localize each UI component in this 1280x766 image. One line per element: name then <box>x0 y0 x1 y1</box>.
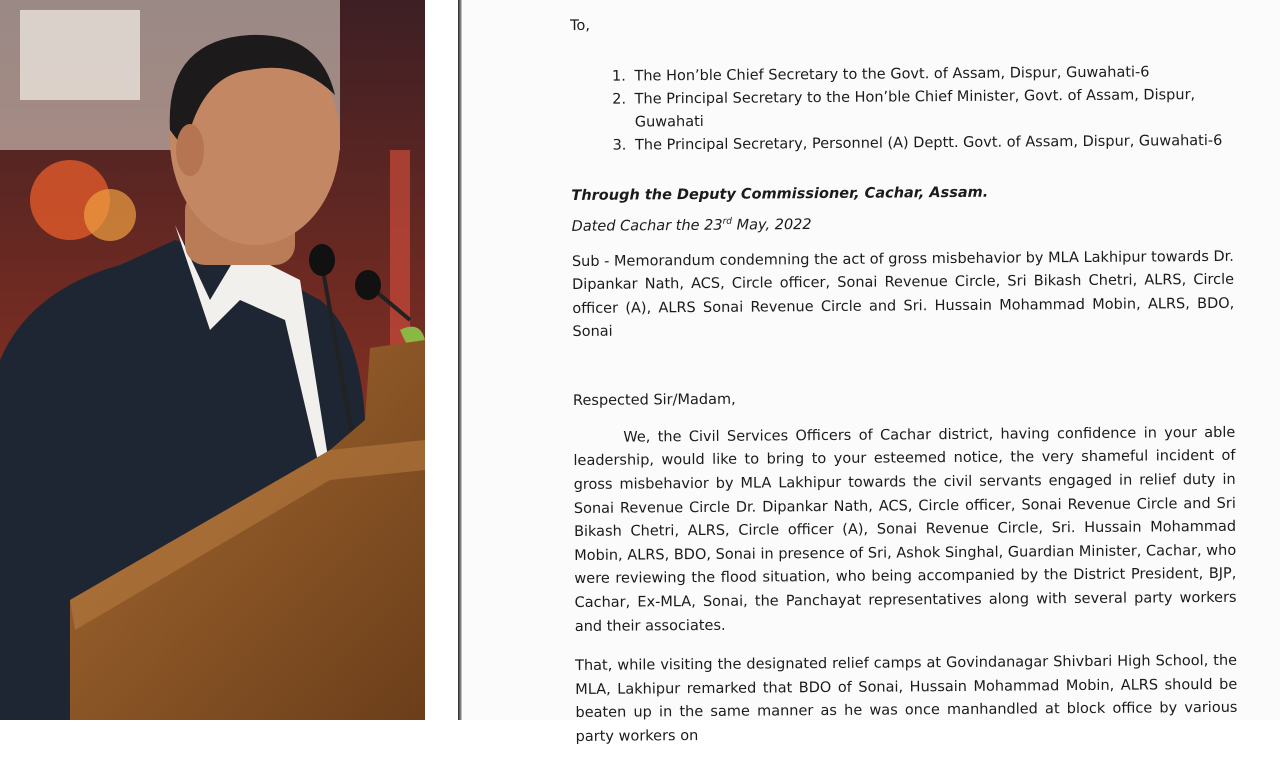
dated-line <box>572 213 1234 235</box>
ear <box>176 124 204 176</box>
flower-decor <box>84 189 136 241</box>
memorandum-letter <box>462 0 1280 745</box>
through-line: Through the Deputy Commissioner, Cachar, Assam. <box>571 184 989 204</box>
dated-suffix: May, 2022 <box>731 216 812 234</box>
salutation: Respected Sir/Madam, <box>572 391 736 409</box>
recipient-item: 1. The Hon’ble Chief Secretary to the Govt. of Assam, Dispur, Guwahati-6 <box>630 61 1232 89</box>
microphone-icon <box>355 270 381 300</box>
subject-line: Sub - Memorandum condemning the act of gross misbehavior by MLA Lakhipur towards Dr. Dipankar Nath, ACS, Circle officer, Sonai Revenue Circle, Sri Bikash Chetri, ALRS, Circle officer (A), ALRS Sonai Revenue Circle and Sri. Hussain Mohammad Mobin, ALRS, BDO, Sonai <box>571 248 1235 341</box>
dated-prefix: Dated Cachar the 23 <box>571 217 723 235</box>
speaker-photo <box>0 0 425 720</box>
body-paragraph: That, while visiting the designated relief camps at Govindanagar Shivbari High School, the MLA, Lakhipur remarked that BDO of Sonai, Hussain Mohammad Mobin, ALRS should be beaten up in the same manner as he was once manhandled at block office by various party workers on <box>575 652 1238 745</box>
body-paragraph: We, the Civil Services Officers of Cachar district, having confidence in your able leadership, would like to bring to your esteemed notice, the very shameful incident of gross misbehavior by MLA Lakhipur towards the civil servants engaged in relief duty in Sonai Revenue Circle Dr. Dipankar Nath, ACS, Circle officer, Sonai Revenue Circle and Sri Bikash Chetri, ALRS, Circle officer (A), Sonai Revenue Circle, Sri. Hussain Mohammad Mobin, ALRS, BDO, Sonai in presence of Sri, Ashok Singhal, Guardian Minister, Cachar, who were reviewing the flood situation, who being accompanied by the District President, BJP, Cachar, Ex-MLA, Sonai, the Panchayat representatives along with several party workers and their associates. <box>573 424 1237 635</box>
panel-divider <box>425 0 461 720</box>
dated-ordinal: rd <box>722 216 733 227</box>
letter-body <box>570 13 1238 766</box>
speaker-illustration <box>0 0 425 720</box>
screen-figure <box>20 10 140 100</box>
recipient-item: 2. The Principal Secretary to the Hon’ble Chief Minister, Govt. of Assam, Dispur, Guwahati <box>631 84 1233 135</box>
recipient-item: 3. The Principal Secretary, Personnel (A) Deptt. Govt. of Assam, Dispur, Guwahati-6 <box>631 130 1233 158</box>
recipient-list <box>570 61 1233 158</box>
microphone-icon <box>309 244 335 276</box>
letter-to: To, <box>570 17 591 34</box>
